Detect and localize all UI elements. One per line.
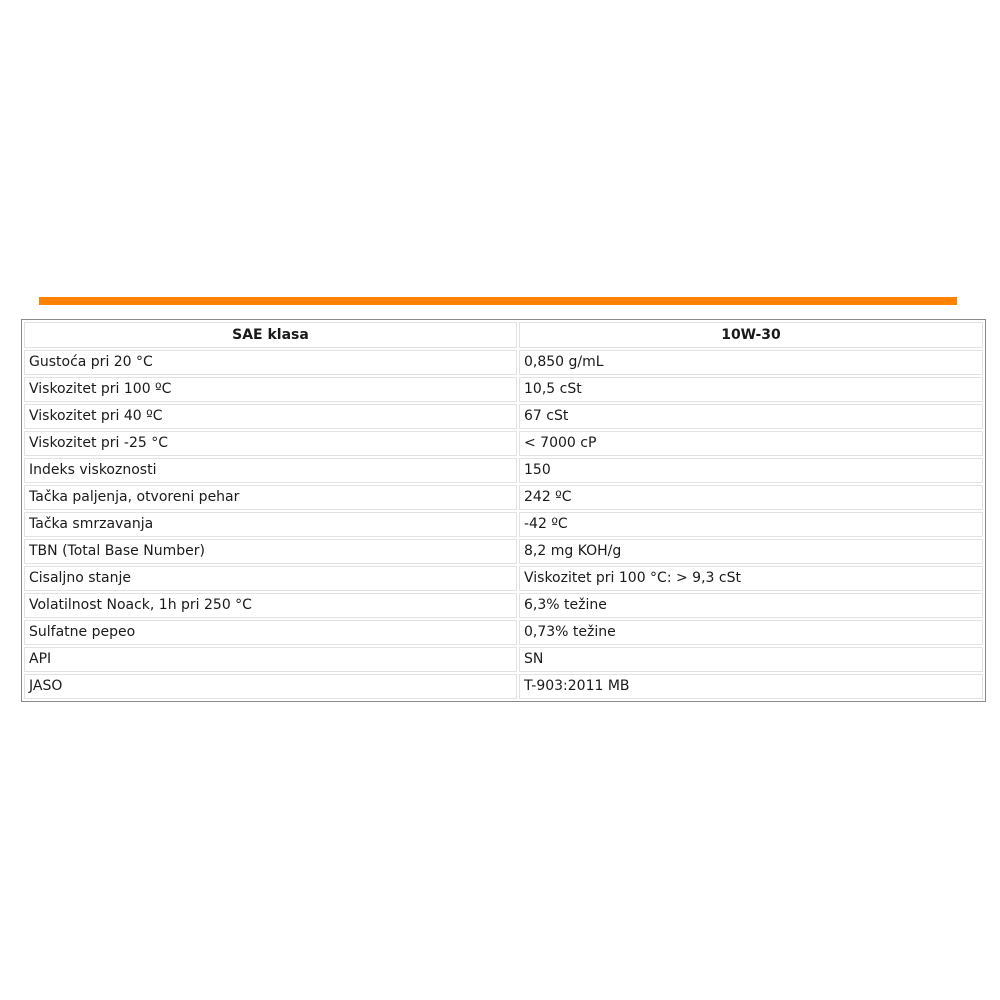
value-cell: 67 cSt	[519, 404, 983, 429]
value-cell: 10,5 cSt	[519, 377, 983, 402]
orange-accent-bar	[39, 297, 957, 305]
property-cell: Viskozitet pri 100 ºC	[24, 377, 517, 402]
property-cell: API	[24, 647, 517, 672]
specification-table	[22, 320, 985, 701]
value-cell: 0,73% težine	[519, 620, 983, 645]
value-cell: 0,850 g/mL	[519, 350, 983, 375]
value-cell: Viskozitet pri 100 °C: > 9,3 cSt	[519, 566, 983, 591]
property-cell: Tačka smrzavanja	[24, 512, 517, 537]
property-cell: Sulfatne pepeo	[24, 620, 517, 645]
table-row	[24, 647, 983, 672]
table-row	[24, 566, 983, 591]
table-row	[24, 458, 983, 483]
table-row	[24, 674, 983, 699]
value-cell: 150	[519, 458, 983, 483]
value-cell: 8,2 mg KOH/g	[519, 539, 983, 564]
specification-table-container	[21, 319, 986, 702]
value-cell: < 7000 cP	[519, 431, 983, 456]
value-cell: -42 ºC	[519, 512, 983, 537]
table-row	[24, 431, 983, 456]
property-cell: TBN (Total Base Number)	[24, 539, 517, 564]
property-cell: Viskozitet pri -25 °C	[24, 431, 517, 456]
table-row	[24, 539, 983, 564]
property-cell: JASO	[24, 674, 517, 699]
value-cell: SN	[519, 647, 983, 672]
header-sae-class: SAE klasa	[24, 322, 517, 348]
table-row	[24, 512, 983, 537]
property-cell: Tačka paljenja, otvoreni pehar	[24, 485, 517, 510]
property-cell: Gustoća pri 20 °C	[24, 350, 517, 375]
table-row	[24, 350, 983, 375]
table-header-row	[24, 322, 983, 348]
table-row	[24, 404, 983, 429]
table-row	[24, 485, 983, 510]
property-cell: Indeks viskoznosti	[24, 458, 517, 483]
table-row	[24, 620, 983, 645]
header-grade: 10W-30	[519, 322, 983, 348]
table-row	[24, 593, 983, 618]
value-cell: 6,3% težine	[519, 593, 983, 618]
value-cell: 242 ºC	[519, 485, 983, 510]
property-cell: Volatilnost Noack, 1h pri 250 °C	[24, 593, 517, 618]
property-cell: Cisaljno stanje	[24, 566, 517, 591]
value-cell: T-903:2011 MB	[519, 674, 983, 699]
table-row	[24, 377, 983, 402]
property-cell: Viskozitet pri 40 ºC	[24, 404, 517, 429]
